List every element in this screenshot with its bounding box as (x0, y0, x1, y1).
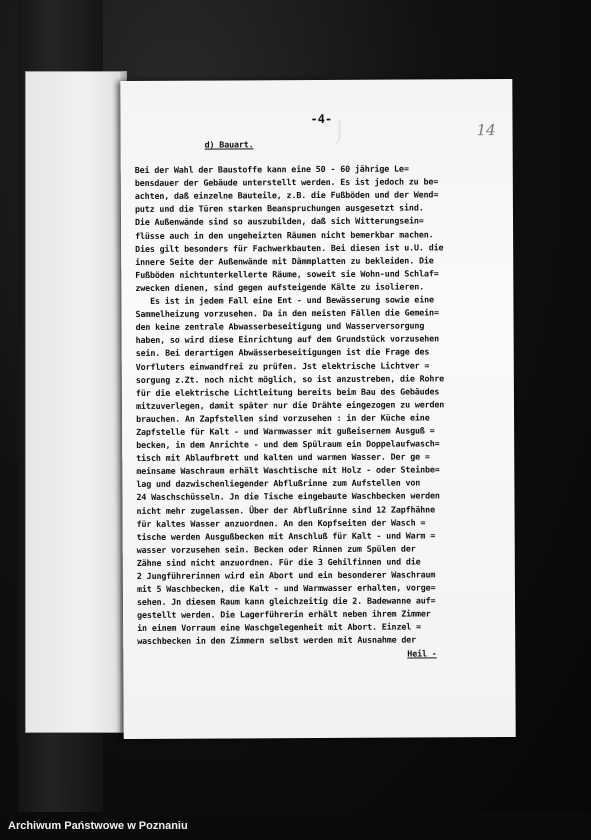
text-line: 2 Jungführerinnen wird ein Abort und ein besonderer Waschraum (136, 569, 436, 581)
text-line: Bei der Wahl der Baustoffe kann eine 50 - 60 jährige Le= (134, 163, 409, 176)
text-line: Fußböden nichtunterkellerte Räume, soweit sie Wohn-und Schlaf= (135, 268, 439, 280)
body-text (135, 137, 508, 662)
text-line: sorgung z.Zt. noch nicht möglich, so ist anzustreben, die Rohre (135, 372, 445, 385)
section-heading-text: d) Bauart. (204, 139, 254, 150)
text-line: meinsame Waschraum erhält Waschtische mit Holz - oder Steinbe= (136, 464, 440, 477)
text-line: bensdauer der Gebäude unterstellt werden. Es ist jedoch zu be= (134, 176, 439, 189)
text-line: putz und die Türen starken Beanspruchungen ausgesetzt sind. (134, 202, 424, 215)
text-lines (135, 162, 508, 648)
text-line: lag und dazwischenliegender Abflußrinne zum Aufstellen von (136, 477, 421, 490)
text-line: waschbecken in den Zimmern selbst werden mit Ausnahme der (137, 634, 417, 647)
text-line: brauchen. An Zapfstellen sind vorzusehen : in der Küche eine (136, 412, 430, 424)
text-line: zwecken dienen, sind gegen aufsteigende Kälte zu isolieren. (135, 281, 425, 293)
text-line: sein. Bei derartigen Abwässerbeseitigungen ist die Frage des (135, 346, 430, 359)
adjacent-sheet (26, 72, 126, 732)
archive-name: Archiwum Państwowe w Poznaniu (8, 820, 188, 832)
page-number: -4- (310, 111, 333, 127)
archive-folio-number: 14 (476, 121, 496, 140)
text-line: Zapfstelle für Kalt - und Warmwasser mit gußeisernem Ausguß = (136, 425, 435, 437)
text-line: mitzuverlegen, damit später nur die Drähte eingezogen zu werden (135, 399, 445, 411)
text-line: mit 5 Waschbecken, die Kalt - und Warmwasser erhalten, vorge= (136, 582, 436, 595)
section-heading (205, 137, 505, 152)
text-line: den keine zentrale Abwasserbeseitigung und Wasserversorgung (135, 320, 425, 333)
text-line: gestellt werden. Die Lagerführerin erhält neben ihrem Zimmer (137, 608, 431, 621)
text-line: tisch mit Ablaufbrett und kalten und warmen Wasser. Der ge = (136, 451, 430, 464)
text-line: Dies gilt besonders für Fachwerkbauten. Bei diesen ist u.U. die (135, 241, 444, 254)
text-line: Sammelheizung vorzusehen. Da in den meisten Fällen die Gemein= (135, 307, 439, 320)
text-line: flüsse auch in den ungeheizten Räumen nicht bemerkbar machen. (135, 228, 434, 241)
archive-footer (0, 812, 591, 840)
text-line: wasser vorzusehen sein. Becken oder Rinnen zum Spülen der (136, 543, 416, 555)
closing-word: Heil - (407, 647, 437, 659)
text-line: nicht mehr zugelassen. Über der Abflußrinne sind 12 Zapfhähne (136, 503, 435, 516)
text-line: 24 Waschschüsseln. Jn die Tische eingebaute Waschbecken werden (136, 490, 440, 503)
text-line: tische werden Ausgußbecken mit Anschluß für Kalt - und Warm = (136, 530, 436, 542)
text-line: für die elektrische Lichtleitung bereits beim Bau des Gebäudes (135, 386, 440, 398)
text-line: Zähne sind nicht anzuordnen. Für die 3 Gehilfinnen und die (136, 556, 421, 568)
text-line: Vorfluters einwandfrei zu prüfen. Jst elektrische Lichtver = (135, 359, 430, 372)
text-line: Es ist in jedem Fall eine Ent - und Bewässerung sowie eine (135, 294, 434, 306)
text-line: für kaltes Wasser anzuordnen. An den Kopfseiten der Wasch = (136, 517, 426, 529)
text-line: in einem Vorraum eine Waschgelegenheit mit Abort. Einzel = (137, 621, 421, 634)
text-line: Die Außenwände sind so auszubilden, daß sich Witterungsein= (134, 215, 424, 228)
text-line: innere Seite der Außenwände mit Dämmplatten zu bekleiden. Die (135, 255, 434, 267)
text-line: becken, in dem Anrichte - und dem Spülraum ein Doppelaufwasch= (136, 438, 440, 451)
text-line: sehen. Jn diesem Raum kann gleichzeitig die 2. Badewanne auf= (136, 595, 436, 608)
text-line: haben, so wird diese Einrichtung auf dem Grundstück vorzusehen (135, 333, 439, 346)
document-page (120, 79, 515, 739)
text-line: achten, daß einzelne Bauteile, z.B. die Fußböden und der Wend= (134, 189, 439, 202)
